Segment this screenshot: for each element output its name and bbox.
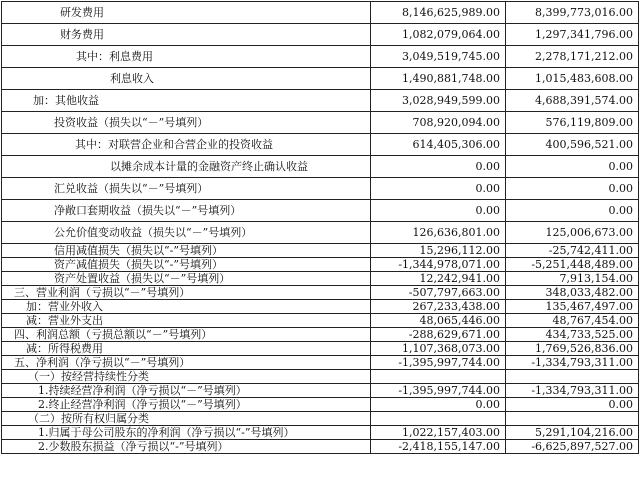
row-label: 以摊余成本计量的金融资产终止确认收益 <box>2 156 371 178</box>
current-period-value: -1,344,978,071.00 <box>371 258 506 272</box>
table-row <box>2 426 639 440</box>
previous-period-value <box>506 412 639 426</box>
current-period-value: -507,797,663.00 <box>371 286 506 300</box>
table-row <box>2 24 639 46</box>
current-period-value: -1,395,997,744.00 <box>371 384 506 398</box>
current-period-value: 614,405,306.00 <box>371 134 506 156</box>
current-period-value: 1,107,368,073.00 <box>371 342 506 356</box>
current-period-value: 1,490,881,748.00 <box>371 68 506 90</box>
previous-period-value: 434,733,525.00 <box>506 328 639 342</box>
previous-period-value: 576,119,809.00 <box>506 112 639 134</box>
row-label: （二）按所有权归属分类 <box>2 412 371 426</box>
table-row <box>2 134 639 156</box>
current-period-value: -288,629,671.00 <box>371 328 506 342</box>
row-label: 1.持续经营净利润（净亏损以“－”号填列） <box>2 384 371 398</box>
current-period-value <box>371 370 506 384</box>
table-row <box>2 314 639 328</box>
current-period-value: 8,146,625,989.00 <box>371 2 506 24</box>
current-period-value: 12,242,941.00 <box>371 272 506 286</box>
current-period-value: 1,022,157,403.00 <box>371 426 506 440</box>
previous-period-value: -1,334,793,311.00 <box>506 356 639 370</box>
row-label: 其中：利息费用 <box>2 46 371 68</box>
current-period-value: 0.00 <box>371 156 506 178</box>
current-period-value: -2,418,155,147.00 <box>371 440 506 454</box>
table-row <box>2 68 639 90</box>
table-row <box>2 244 639 258</box>
current-period-value: 0.00 <box>371 200 506 222</box>
previous-period-value: -1,334,793,311.00 <box>506 384 639 398</box>
table-row <box>2 370 639 384</box>
row-label: 1.归属于母公司股东的净利润（净亏损以“-”号填列） <box>2 426 371 440</box>
previous-period-value: 1,297,341,796.00 <box>506 24 639 46</box>
previous-period-value: 5,291,104,216.00 <box>506 426 639 440</box>
table-row <box>2 440 639 454</box>
row-label: 五、净利润（净亏损以“－”号填列） <box>2 356 371 370</box>
row-label: 研发费用 <box>2 2 371 24</box>
table-row <box>2 200 639 222</box>
current-period-value: 0.00 <box>371 398 506 412</box>
row-label: 汇兑收益（损失以“－”号填列） <box>2 178 371 200</box>
table-row <box>2 356 639 370</box>
previous-period-value: 8,399,773,016.00 <box>506 2 639 24</box>
previous-period-value: 400,596,521.00 <box>506 134 639 156</box>
current-period-value: 15,296,112.00 <box>371 244 506 258</box>
current-period-value: 267,233,438.00 <box>371 300 506 314</box>
table-row <box>2 398 639 412</box>
current-period-value: 3,049,519,745.00 <box>371 46 506 68</box>
previous-period-value: 4,688,391,574.00 <box>506 90 639 112</box>
previous-period-value: 348,033,482.00 <box>506 286 639 300</box>
table-row <box>2 258 639 272</box>
previous-period-value: -25,742,411.00 <box>506 244 639 258</box>
previous-period-value: 125,006,673.00 <box>506 222 639 244</box>
previous-period-value: 2,278,171,212.00 <box>506 46 639 68</box>
current-period-value: 126,636,801.00 <box>371 222 506 244</box>
previous-period-value: 7,913,154.00 <box>506 272 639 286</box>
table-row <box>2 156 639 178</box>
table-row <box>2 222 639 244</box>
row-label: 减：营业外支出 <box>2 314 371 328</box>
current-period-value: 48,065,446.00 <box>371 314 506 328</box>
row-label: 2.终止经营净利润（净亏损以“－”号填列） <box>2 398 371 412</box>
row-label: 其中：对联营企业和合营企业的投资收益 <box>2 134 371 156</box>
previous-period-value: 0.00 <box>506 200 639 222</box>
row-label: 资产减值损失（损失以“-”号填列） <box>2 258 371 272</box>
current-period-value: 708,920,094.00 <box>371 112 506 134</box>
table-row <box>2 272 639 286</box>
statement-rows <box>2 2 639 454</box>
current-period-value: 1,082,079,064.00 <box>371 24 506 46</box>
current-period-value <box>371 412 506 426</box>
row-label: 加：其他收益 <box>2 90 371 112</box>
table-row <box>2 112 639 134</box>
table-row <box>2 328 639 342</box>
table-row <box>2 2 639 24</box>
previous-period-value: 0.00 <box>506 156 639 178</box>
previous-period-value: 1,015,483,608.00 <box>506 68 639 90</box>
table-row <box>2 46 639 68</box>
previous-period-value: -5,251,448,489.00 <box>506 258 639 272</box>
table-row <box>2 342 639 356</box>
table-row <box>2 384 639 398</box>
table-row <box>2 412 639 426</box>
row-label: 减：所得税费用 <box>2 342 371 356</box>
previous-period-value: 135,467,497.00 <box>506 300 639 314</box>
row-label: 利息收入 <box>2 68 371 90</box>
table-row <box>2 286 639 300</box>
table-row <box>2 300 639 314</box>
table-row <box>2 90 639 112</box>
previous-period-value <box>506 370 639 384</box>
previous-period-value: -6,625,897,527.00 <box>506 440 639 454</box>
row-label: 财务费用 <box>2 24 371 46</box>
previous-period-value: 1,769,526,836.00 <box>506 342 639 356</box>
row-label: 四、利润总额（亏损总额以“－”号填列） <box>2 328 371 342</box>
previous-period-value: 0.00 <box>506 178 639 200</box>
table-row <box>2 178 639 200</box>
row-label: 公允价值变动收益（损失以“－”号填列） <box>2 222 371 244</box>
income-statement <box>1 1 638 454</box>
row-label: 加：营业外收入 <box>2 300 371 314</box>
income-statement-table <box>1 1 639 454</box>
row-label: 净敞口套期收益（损失以“－”号填列） <box>2 200 371 222</box>
row-label: 投资收益（损失以“－”号填列） <box>2 112 371 134</box>
row-label: 2.少数股东损益（净亏损以“-”号填列） <box>2 440 371 454</box>
row-label: 资产处置收益（损失以“－”号填列） <box>2 272 371 286</box>
row-label: 三、营业利润（亏损以“－”号填列） <box>2 286 371 300</box>
current-period-value: 3,028,949,599.00 <box>371 90 506 112</box>
previous-period-value: 48,767,454.00 <box>506 314 639 328</box>
current-period-value: 0.00 <box>371 178 506 200</box>
previous-period-value: 0.00 <box>506 398 639 412</box>
row-label: （一）按经营持续性分类 <box>2 370 371 384</box>
current-period-value: -1,395,997,744.00 <box>371 356 506 370</box>
row-label: 信用减值损失（损失以“-”号填列） <box>2 244 371 258</box>
